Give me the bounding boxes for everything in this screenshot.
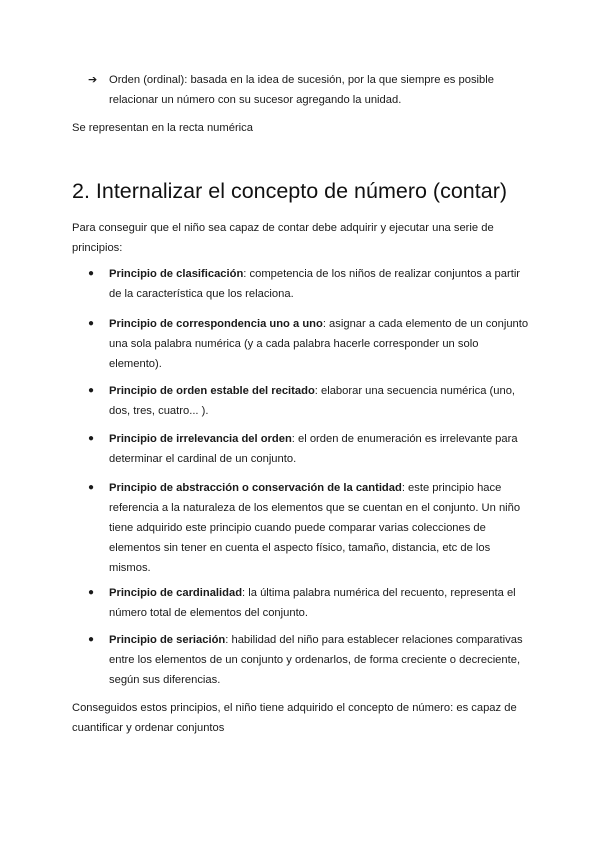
list-item [88, 630, 530, 690]
intro-paragraph: Para conseguir que el niño sea capaz de contar debe adquirir y ejecutar una serie de principios: [72, 222, 494, 254]
principle-term: Principio de orden estable del recitado [109, 385, 315, 397]
principle-text [109, 630, 530, 690]
list-item [88, 264, 530, 304]
principle-description: : habilidad del niño para establecer relaciones comparativas entre los elementos de un conjunto y ordenarlos, de forma creciente o decreciente, según sus diferencias. [109, 634, 523, 686]
principle-term: Principio de seriación [109, 634, 226, 646]
recta-paragraph: Se representan en la recta numérica [72, 122, 253, 134]
section-heading: 2. Internalizar el concepto de número (contar) [72, 179, 508, 203]
principle-description: : elaborar una secuencia numérica (uno, dos, tres, cuatro... ). [109, 385, 516, 417]
arrow-bullet-icon: ➔ [88, 74, 98, 86]
conclusion-paragraph: Conseguidos estos principios, el niño tiene adquirido el concepto de número: es capaz de cuantificar y ordenar conjuntos [72, 702, 517, 734]
principle-text [109, 429, 530, 469]
principle-description: : competencia de los niños de realizar conjuntos a partir de la característica que los relaciona. [109, 268, 521, 300]
bullet-icon: ● [88, 385, 95, 396]
principle-term: Principio de irrelevancia del orden [109, 433, 292, 445]
principle-term: Principio de clasificación [109, 268, 244, 280]
ordinal-text: Orden (ordinal): basada en la idea de sucesión, por la que siempre es posible relacionar un número con su sucesor agregando la unidad. [109, 74, 494, 106]
ordinal-list-item [88, 70, 528, 110]
principle-description: : el orden de enumeración es irrelevante para determinar el cardinal de un conjunto. [109, 433, 518, 465]
principle-term: Principio de abstracción o conservación de la cantidad [109, 482, 402, 494]
principle-description: : asignar a cada elemento de un conjunto una sola palabra numérica (y a cada palabra hacerle corresponder un solo elemento). [109, 318, 529, 370]
bullet-icon: ● [88, 318, 95, 329]
principle-text [109, 478, 530, 578]
bullet-icon: ● [88, 634, 95, 645]
principle-description: : este principio hace referencia a la naturaleza de los elementos que se cuentan en el conjunto. Un niño tiene adquirido este principio cuando puede comparar varias colecciones de elementos sin tener en cuenta el aspecto físico, tamaño, distancia, etc de los mismos. [109, 482, 521, 574]
principle-text [109, 264, 530, 304]
principle-text [109, 314, 530, 374]
principle-text [109, 583, 530, 623]
bullet-icon: ● [88, 482, 95, 493]
bullet-icon: ● [88, 433, 95, 444]
principle-term: Principio de correspondencia uno a uno [109, 318, 323, 330]
principle-term: Principio de cardinalidad [109, 587, 243, 599]
principle-description: : la última palabra numérica del recuento, representa el número total de elementos del conjunto. [109, 587, 516, 619]
principle-text [109, 381, 530, 421]
list-item [88, 478, 530, 578]
list-item [88, 314, 530, 374]
list-item [88, 429, 530, 469]
bullet-icon: ● [88, 268, 95, 279]
list-item [88, 381, 530, 421]
list-item [88, 583, 530, 623]
bullet-icon: ● [88, 587, 95, 598]
